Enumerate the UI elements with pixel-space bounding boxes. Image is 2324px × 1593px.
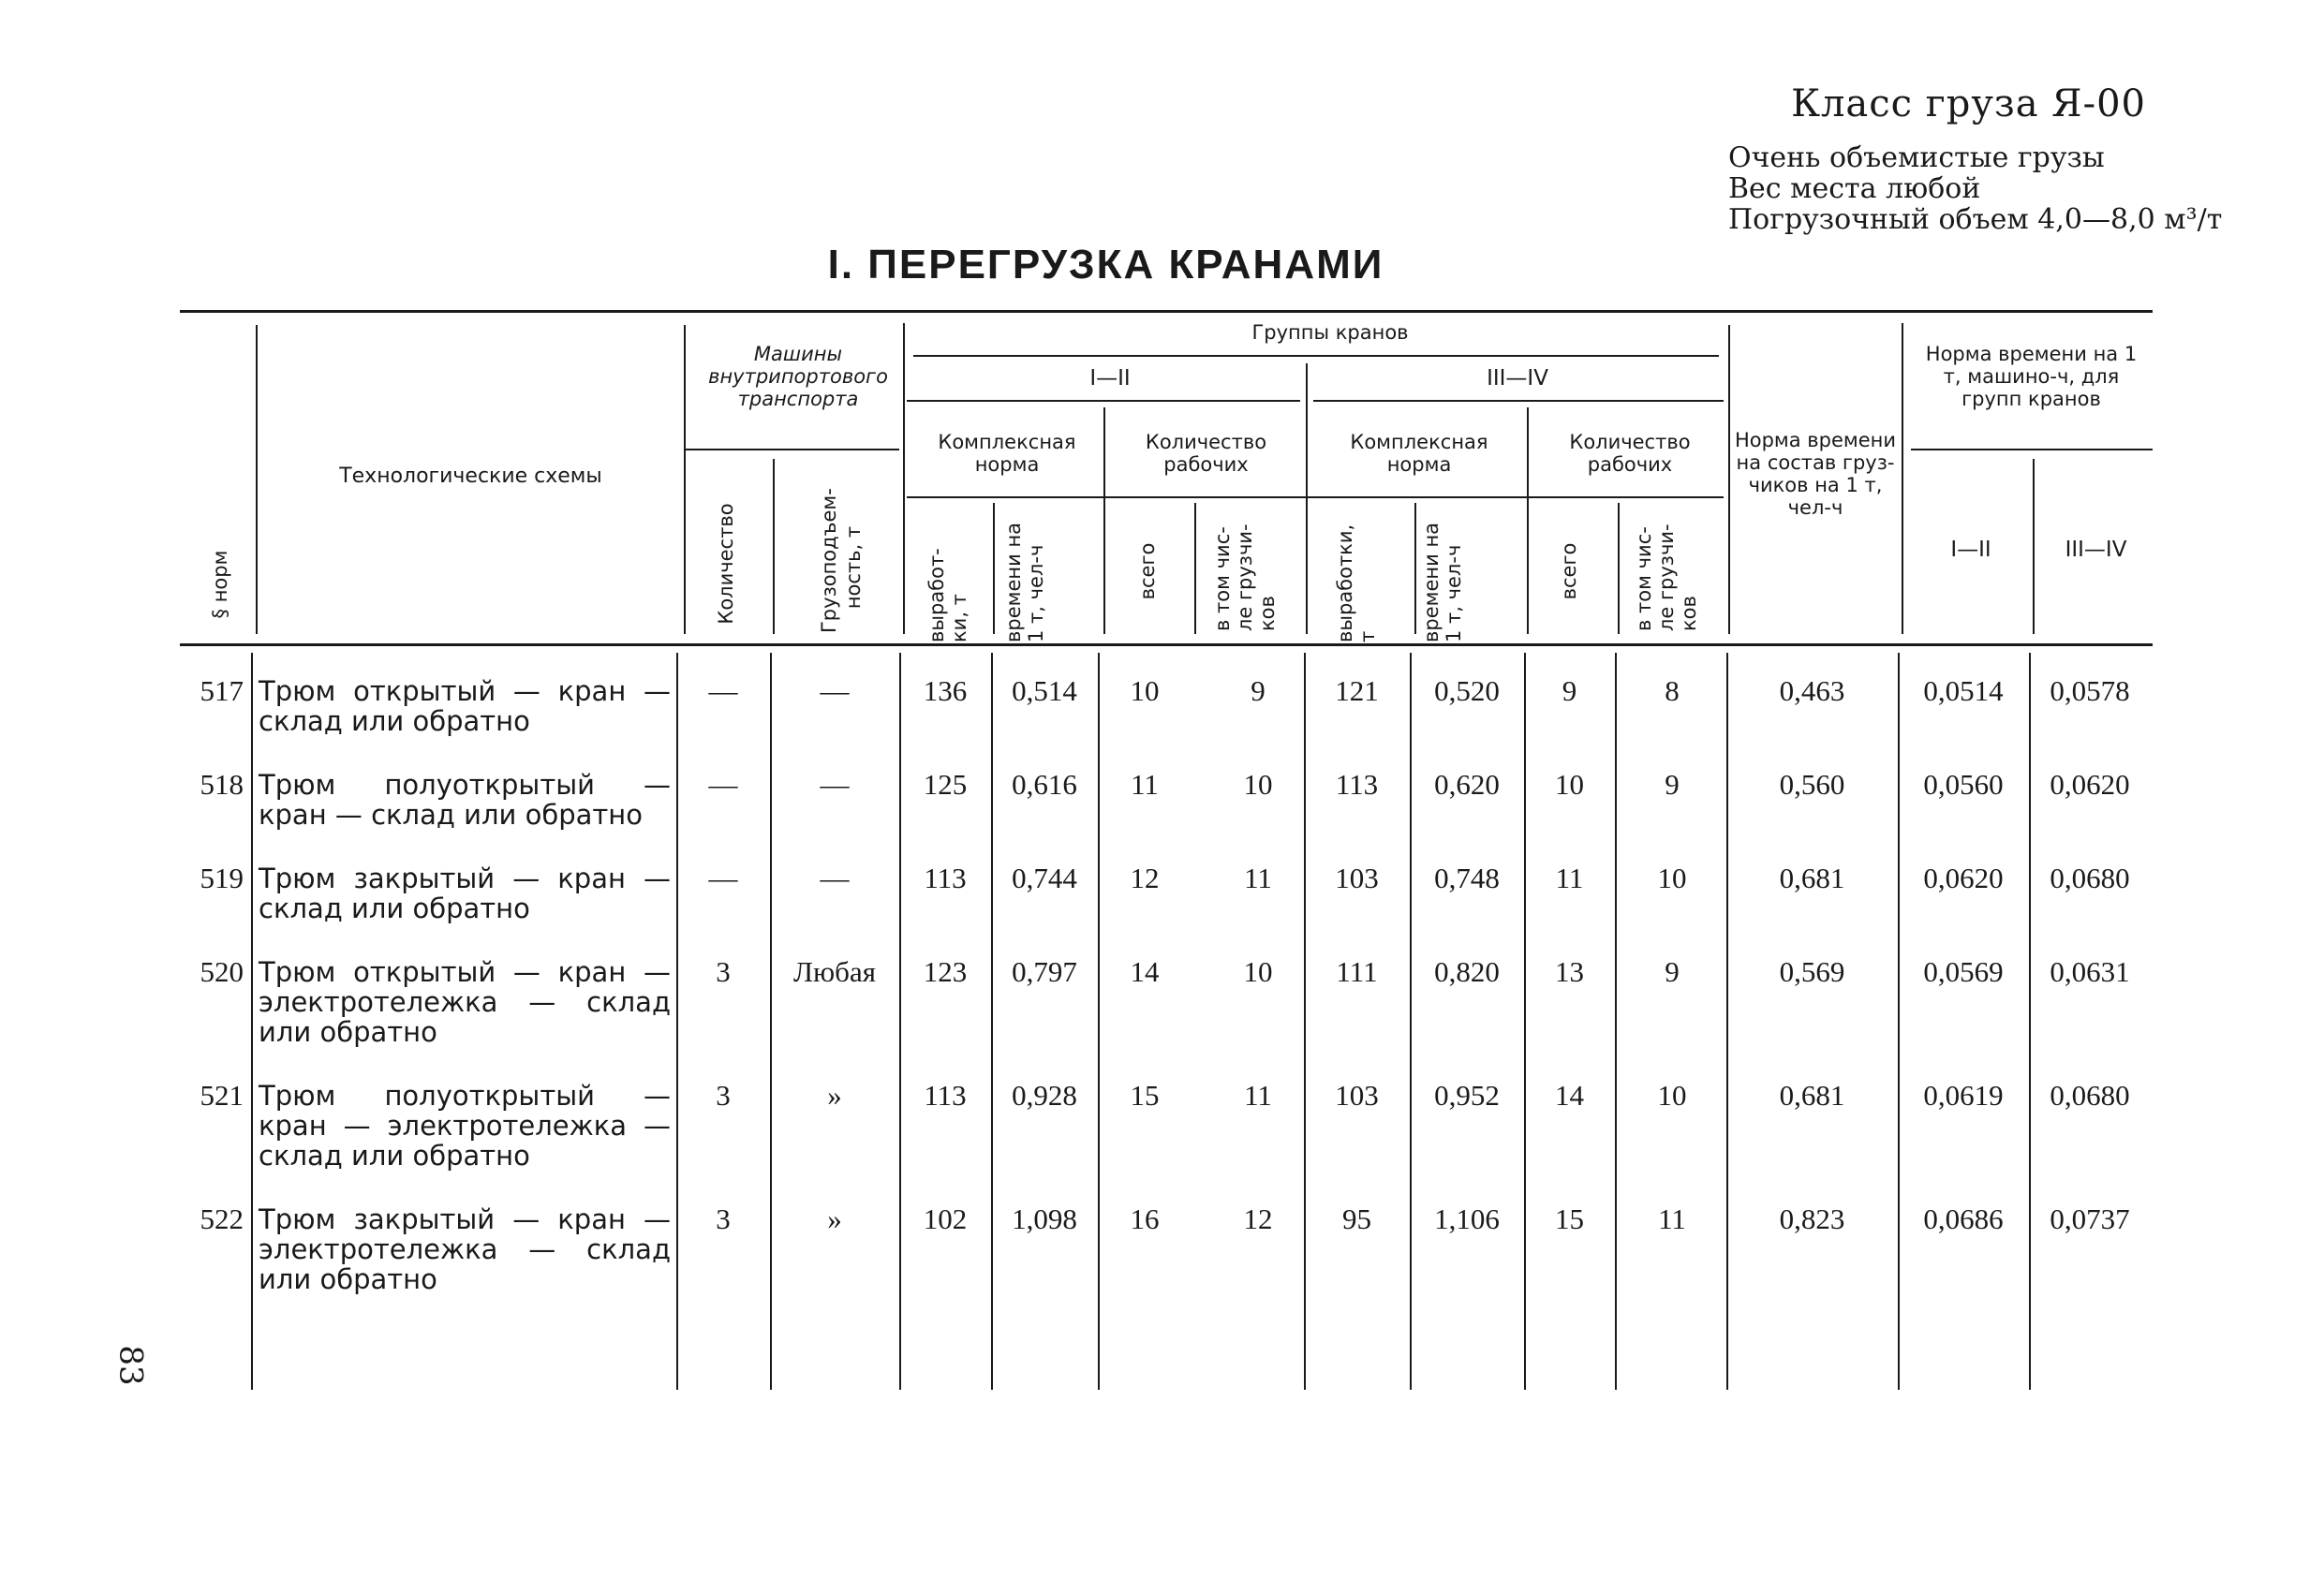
table-cell-out1: 113	[924, 862, 967, 894]
scheme-first-line: Трюм полуоткрытый —	[259, 1080, 671, 1112]
table-cell-time1: 1,098	[1012, 1202, 1077, 1235]
col-divider	[684, 325, 686, 634]
header-schemes: Технологические схемы	[339, 465, 602, 488]
header-group-1-2: I—II	[1089, 366, 1131, 391]
table-cell-m1: 0,0620	[1923, 862, 2004, 894]
scheme-text	[259, 676, 671, 736]
page-number: 83	[111, 1345, 150, 1386]
col-divider	[1098, 653, 1100, 1390]
header-complex-norm-1: Комплексная норма	[938, 431, 1076, 476]
cargo-class-title: Класс груза Я-00	[1791, 82, 2146, 125]
table-cell-m1: 0,0619	[1923, 1079, 2004, 1112]
header-crew-norm: Норма времени на состав груз- чиков на 1 т, чел-ч	[1734, 429, 1897, 519]
col-divider	[1304, 653, 1306, 1390]
table-cell-m1: 0,0560	[1923, 768, 2004, 801]
header-quantity: Количество	[715, 503, 737, 625]
header-machine-group-3-4: III—IV	[2065, 538, 2127, 562]
table-cell-load1: 11	[1244, 862, 1272, 894]
table-cell-total1: 16	[1130, 1202, 1160, 1235]
header-incl-loaders-1: в том чис- ле грузчи- ков	[1211, 524, 1279, 631]
table-cell-qty: 3	[716, 1202, 731, 1235]
norm-number: 518	[200, 768, 244, 801]
table-cell-crew: 0,681	[1779, 1079, 1845, 1112]
table-cell-qty: —	[708, 768, 738, 801]
table-cell-time2: 0,520	[1434, 674, 1500, 707]
table-cell-out1: 113	[924, 1079, 967, 1112]
table-cell-crew: 0,569	[1779, 955, 1845, 988]
scheme-first-line: Трюм открытый — кран —	[259, 675, 671, 707]
header-machines: Машины внутрипортового транспорта	[708, 343, 888, 410]
header-group-3-4: III—IV	[1487, 366, 1548, 391]
header-total-2: всего	[1558, 542, 1580, 600]
header-output-1: выработ- ки, т	[925, 548, 970, 642]
col-divider	[993, 503, 995, 634]
table-cell-time1: 0,744	[1012, 862, 1077, 894]
header-complex-norm-2: Комплексная норма	[1350, 431, 1488, 476]
norm-number: 522	[200, 1202, 244, 1235]
table-cell-total2: 13	[1555, 955, 1584, 988]
col-divider	[2029, 653, 2031, 1390]
header-rule	[1911, 449, 2153, 450]
table-cell-load1: 10	[1243, 955, 1273, 988]
col-divider	[1524, 653, 1526, 1390]
table-cell-out1: 102	[923, 1202, 968, 1235]
table-cell-cap: —	[820, 862, 850, 894]
header-machine-group-1-2: I—II	[1950, 538, 1991, 562]
table-cell-total1: 15	[1130, 1079, 1160, 1112]
table-cell-total1: 12	[1130, 862, 1160, 894]
col-divider	[1194, 503, 1196, 634]
table-cell-crew: 0,681	[1779, 862, 1845, 894]
cargo-description	[1728, 142, 2222, 235]
header-rule	[907, 496, 1724, 498]
norm-number: 519	[200, 862, 244, 894]
table-cell-out1: 136	[923, 674, 968, 707]
col-divider	[1728, 325, 1730, 634]
header-rule	[686, 449, 899, 450]
col-divider	[770, 653, 772, 1390]
col-divider	[1726, 653, 1728, 1390]
table-cell-cap: —	[820, 768, 850, 801]
col-divider	[1615, 653, 1617, 1390]
table-cell-load2: 10	[1657, 862, 1687, 894]
col-divider	[676, 653, 678, 1390]
scheme-text	[259, 1204, 671, 1294]
table-cell-out2: 103	[1335, 1079, 1379, 1112]
table-cell-load1: 9	[1251, 674, 1266, 707]
description-line: Погрузочный объем 4,0—8,0 м³/т	[1728, 203, 2223, 236]
norm-number: 517	[200, 674, 244, 707]
col-divider	[991, 653, 993, 1390]
table-cell-m2: 0,0680	[2050, 862, 2130, 894]
section-title: I. ПЕРЕГРУЗКА КРАНАМИ	[827, 242, 1384, 288]
table-cell-qty: —	[708, 862, 738, 894]
table-cell-m2: 0,0631	[2050, 955, 2130, 988]
col-divider	[256, 325, 258, 634]
header-machine-norm: Норма времени на 1 т, машино-ч, для групп кранов	[1925, 343, 2138, 410]
table-cell-load2: 9	[1665, 955, 1680, 988]
header-rule	[913, 355, 1719, 357]
scheme-continuation: склад или обратно	[259, 892, 530, 924]
table-cell-load2: 10	[1657, 1079, 1687, 1112]
table-cell-time2: 0,620	[1434, 768, 1500, 801]
table-cell-load1: 10	[1243, 768, 1273, 801]
table-cell-total2: 9	[1562, 674, 1577, 707]
table-cell-load2: 8	[1665, 674, 1680, 707]
col-divider	[1103, 407, 1105, 634]
table-cell-out2: 103	[1335, 862, 1379, 894]
table-cell-time2: 0,952	[1434, 1079, 1500, 1112]
header-rule	[1313, 400, 1724, 402]
table-cell-qty: 3	[716, 955, 731, 988]
table-cell-m2: 0,0680	[2050, 1079, 2130, 1112]
table-cell-out1: 123	[923, 955, 968, 988]
table-cell-m1: 0,0514	[1923, 674, 2004, 707]
scheme-first-line: Трюм полуоткрытый —	[259, 769, 671, 801]
col-divider	[1410, 653, 1412, 1390]
scheme-first-line: Трюм закрытый — кран —	[259, 1203, 671, 1235]
scheme-text	[259, 957, 671, 1047]
table-cell-time1: 0,928	[1012, 1079, 1077, 1112]
table-cell-time1: 0,616	[1012, 768, 1077, 801]
table-cell-qty: 3	[716, 1079, 731, 1112]
header-crane-groups: Группы кранов	[1251, 321, 1409, 344]
table-cell-load2: 11	[1658, 1202, 1686, 1235]
header-norm-no: § норм	[209, 550, 231, 619]
header-rule	[907, 400, 1300, 402]
header-workers-2: Количество рабочих	[1569, 431, 1691, 476]
col-divider	[1898, 653, 1900, 1390]
col-divider	[1527, 407, 1529, 634]
norm-number: 521	[200, 1079, 244, 1112]
col-divider	[1414, 503, 1416, 634]
table-cell-cap: »	[827, 1079, 842, 1112]
table-top-rule	[180, 310, 2153, 313]
table-cell-total1: 10	[1130, 674, 1160, 707]
scheme-continuation: электротележка — склад или обратно	[259, 986, 671, 1048]
table-cell-load1: 12	[1243, 1202, 1273, 1235]
table-cell-time2: 0,820	[1434, 955, 1500, 988]
scheme-text	[259, 1081, 671, 1171]
header-workers-1: Количество рабочих	[1145, 431, 1267, 476]
table-cell-m2: 0,0620	[2050, 768, 2130, 801]
table-cell-load1: 11	[1244, 1079, 1272, 1112]
table-cell-out2: 111	[1336, 955, 1378, 988]
scheme-continuation: электротележка — склад или обратно	[259, 1233, 671, 1295]
col-divider	[903, 323, 905, 634]
table-cell-cap: —	[820, 674, 850, 707]
table-cell-out2: 113	[1335, 768, 1379, 801]
table-cell-time1: 0,797	[1012, 955, 1077, 988]
scheme-continuation: кран — электротележка — склад или обратно	[259, 1110, 671, 1172]
table-cell-total2: 11	[1555, 862, 1584, 894]
scheme-first-line: Трюм открытый — кран —	[259, 956, 671, 988]
col-divider	[1902, 323, 1903, 634]
header-output-2: выработки, т	[1334, 524, 1379, 642]
table-cell-total2: 15	[1555, 1202, 1584, 1235]
table-cell-cap: »	[827, 1202, 842, 1235]
table-cell-qty: —	[708, 674, 738, 707]
table-cell-crew: 0,463	[1779, 674, 1845, 707]
col-divider	[2033, 459, 2035, 634]
table-cell-m1: 0,0686	[1923, 1202, 2004, 1235]
table-cell-cap: Любая	[793, 955, 876, 988]
table-cell-out2: 121	[1335, 674, 1379, 707]
table-cell-time1: 0,514	[1012, 674, 1077, 707]
header-incl-loaders-2: в том чис- ле грузчи- ков	[1633, 524, 1700, 631]
scheme-text	[259, 863, 671, 923]
scheme-continuation: кран — склад или обратно	[259, 799, 643, 831]
table-cell-crew: 0,823	[1779, 1202, 1845, 1235]
header-time-2: времени на 1 т, чел-ч	[1420, 522, 1465, 642]
table-cell-total2: 14	[1555, 1079, 1584, 1112]
header-time-1: времени на 1 т, чел-ч	[1002, 522, 1047, 642]
scheme-text	[259, 770, 671, 830]
table-cell-out1: 125	[923, 768, 968, 801]
col-divider	[773, 459, 775, 634]
table-cell-total2: 10	[1555, 768, 1584, 801]
col-divider	[899, 653, 901, 1390]
table-header-rule	[180, 643, 2153, 646]
table-cell-out2: 95	[1342, 1202, 1371, 1235]
description-line: Вес места любой	[1728, 172, 1981, 205]
description-line: Очень объемистые грузы	[1728, 141, 2105, 174]
table-cell-time2: 0,748	[1434, 862, 1500, 894]
table-cell-time2: 1,106	[1434, 1202, 1500, 1235]
norm-number: 520	[200, 955, 244, 988]
col-divider	[251, 653, 253, 1390]
table-cell-load2: 9	[1665, 768, 1680, 801]
col-divider	[1306, 363, 1308, 634]
header-capacity: Грузоподъем- ность, т	[818, 488, 865, 633]
table-cell-total1: 14	[1130, 955, 1160, 988]
table-cell-total1: 11	[1131, 768, 1159, 801]
scheme-continuation: склад или обратно	[259, 705, 530, 737]
table-cell-m2: 0,0737	[2050, 1202, 2130, 1235]
table-cell-crew: 0,560	[1779, 768, 1845, 801]
table-cell-m2: 0,0578	[2050, 674, 2130, 707]
col-divider	[1618, 503, 1620, 634]
scheme-first-line: Трюм закрытый — кран —	[259, 863, 671, 894]
header-total-1: всего	[1136, 542, 1159, 600]
table-cell-m1: 0,0569	[1923, 955, 2004, 988]
